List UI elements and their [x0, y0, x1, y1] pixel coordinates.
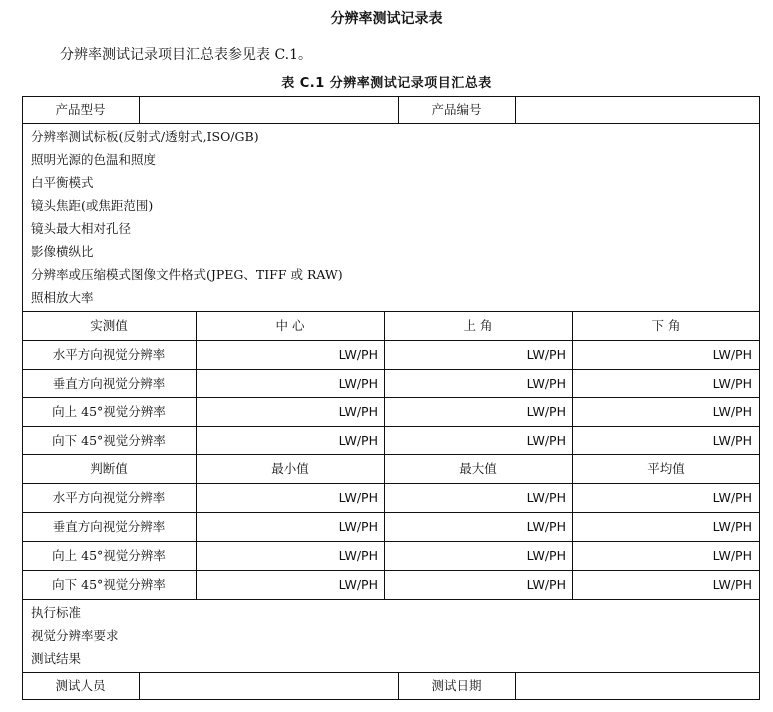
rule [515, 96, 516, 123]
unit-cell: LW/PH [338, 376, 378, 391]
info-item: 分辨率或压缩模式图像文件格式(JPEG、TIFF 或 RAW) [31, 267, 343, 282]
unit-cell: LW/PH [338, 404, 378, 419]
row-label: 向上 45°视觉分辨率 [52, 404, 166, 419]
rule [22, 541, 760, 542]
row-label: 垂直方向视觉分辨率 [52, 376, 166, 391]
unit-cell: LW/PH [338, 433, 378, 448]
rule [22, 340, 760, 341]
rule [22, 311, 760, 312]
row-label: 水平方向视觉分辨率 [52, 347, 166, 362]
unit-cell: LW/PH [526, 376, 566, 391]
rule [22, 570, 760, 571]
unit-cell: LW/PH [712, 347, 752, 362]
info-item: 照相放大率 [31, 290, 94, 305]
judged-header: 最小值 [271, 461, 309, 476]
unit-cell: LW/PH [526, 548, 566, 563]
measured-header: 上 角 [463, 318, 493, 333]
row-label: 向下 45°视觉分辨率 [52, 433, 166, 448]
unit-cell: LW/PH [338, 548, 378, 563]
test-date-label: 测试日期 [431, 678, 482, 693]
table-caption: 表 C.1 分辨率测试记录项目汇总表 [281, 76, 492, 91]
rule [22, 426, 760, 427]
intro-text: 分辨率测试记录项目汇总表参见表 C.1。 [60, 47, 313, 63]
page-title: 分辨率测试记录表 [330, 11, 443, 27]
rule [22, 369, 760, 370]
rule [22, 397, 760, 398]
unit-cell: LW/PH [712, 433, 752, 448]
unit-cell: LW/PH [526, 404, 566, 419]
product-number-label: 产品编号 [431, 102, 482, 117]
unit-cell: LW/PH [526, 490, 566, 505]
unit-cell: LW/PH [338, 577, 378, 592]
measured-header: 实测值 [90, 318, 128, 333]
unit-cell: LW/PH [712, 577, 752, 592]
info-item: 影像横纵比 [31, 244, 94, 259]
rule [22, 512, 760, 513]
unit-cell: LW/PH [526, 577, 566, 592]
judged-header: 最大值 [459, 461, 497, 476]
product-model-label: 产品型号 [55, 102, 106, 117]
info-item: 镜头焦距(或焦距范围) [31, 198, 154, 213]
unit-cell: LW/PH [338, 490, 378, 505]
unit-cell: LW/PH [712, 376, 752, 391]
judged-header: 判断值 [90, 461, 128, 476]
rule [22, 599, 760, 600]
row-label: 向下 45°视觉分辨率 [52, 577, 166, 592]
measured-header: 中 心 [275, 318, 305, 333]
rule [22, 483, 760, 484]
unit-cell: LW/PH [338, 519, 378, 534]
unit-cell: LW/PH [526, 347, 566, 362]
unit-cell: LW/PH [338, 347, 378, 362]
rule [139, 672, 140, 700]
unit-cell: LW/PH [712, 404, 752, 419]
footer-item: 视觉分辨率要求 [31, 628, 119, 643]
record-table [22, 96, 760, 700]
unit-cell: LW/PH [712, 548, 752, 563]
row-label: 水平方向视觉分辨率 [52, 490, 166, 505]
row-label: 向上 45°视觉分辨率 [52, 548, 166, 563]
unit-cell: LW/PH [526, 433, 566, 448]
info-item: 照明光源的色温和照度 [31, 152, 157, 167]
unit-cell: LW/PH [712, 519, 752, 534]
info-item: 分辨率测试标板(反射式/透射式,ISO/GB) [31, 129, 259, 144]
rule [22, 672, 760, 673]
unit-cell: LW/PH [526, 519, 566, 534]
rule [22, 454, 760, 455]
measured-header: 下 角 [651, 318, 681, 333]
footer-item: 执行标准 [31, 605, 82, 620]
rule [22, 123, 760, 124]
rule [139, 96, 140, 123]
judged-header: 平均值 [647, 461, 685, 476]
unit-cell: LW/PH [712, 490, 752, 505]
info-item: 镜头最大相对孔径 [31, 221, 132, 236]
tester-label: 测试人员 [55, 678, 106, 693]
footer-item: 测试结果 [31, 651, 82, 666]
row-label: 垂直方向视觉分辨率 [52, 519, 166, 534]
info-item: 白平衡模式 [31, 175, 94, 190]
rule [515, 672, 516, 700]
